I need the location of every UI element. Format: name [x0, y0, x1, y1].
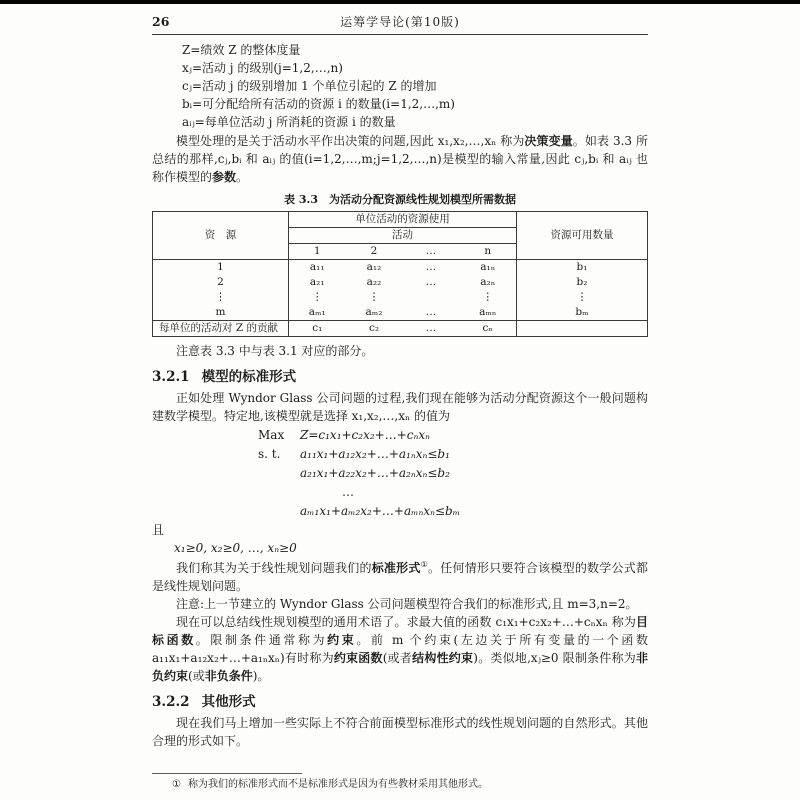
th-activity-n: n: [460, 244, 517, 260]
table-cell: c₁: [289, 321, 346, 337]
text-segment: 约束函数: [333, 651, 383, 665]
table-cell: [403, 290, 460, 305]
table-cell: c₂: [346, 321, 403, 337]
text-segment: 结构性约束: [412, 651, 474, 665]
text-segment: (或者: [382, 651, 413, 665]
table-cell: 2: [153, 275, 289, 290]
footnote-line: [152, 778, 648, 792]
table-cell: …: [425, 276, 437, 288]
definition-line-z: Z=绩效 Z 的整体度量: [182, 43, 301, 57]
text-segment: 约束: [327, 633, 357, 647]
footnote: [152, 773, 648, 792]
table-cell: a₁₁: [309, 261, 325, 273]
resource-table-body: [153, 260, 648, 337]
th-resource-usage: 单位活动的资源使用: [289, 212, 517, 228]
math-prefix: [258, 464, 300, 483]
table-caption: 表 3.3 为活动分配资源线性规划模型所需数据: [284, 193, 516, 206]
table-row: [153, 290, 648, 305]
math-block: [258, 426, 648, 521]
definition-list: [182, 41, 648, 131]
footnote-marker: ①: [172, 779, 181, 790]
th-activity-ellipsis: …: [403, 244, 460, 260]
table-cell: aₘ₁: [308, 306, 326, 318]
table-cell: …: [425, 261, 437, 273]
paragraph-other-forms: 现在我们马上增加一些实际上不符合前面模型标准形式的线性规划问题的自然形式。其他合理的形式如下。: [152, 716, 648, 748]
text-segment: (或: [188, 669, 205, 683]
footnote-text: 称为我们的标准形式而不是标准形式是因为有些教材采用其他形式。: [187, 779, 488, 790]
text-segment: 。限制条件通常称为: [195, 633, 328, 647]
math-line-ellipsis: [258, 483, 648, 502]
math-prefix: [258, 502, 300, 521]
book-title: 运筹学导论(第10版): [340, 15, 460, 29]
page-number: 26: [152, 14, 170, 29]
math-line-objective: [258, 426, 648, 445]
math-expression: a₁₁x₁+a₁₂x₂+…+a₁ₙxₙ≤b₁: [300, 447, 450, 461]
table-cell: b₂: [576, 276, 588, 288]
table-cell: b₁: [576, 261, 588, 273]
text-segment: 。前 m 个约束(左边关于所有变量的一个函数 a₁₁x₁+a₁₂x₂+…+a₁ₙxₙ)有时称为: [152, 633, 648, 665]
resource-table-head: [153, 212, 648, 260]
th-resource: 资 源: [153, 212, 289, 260]
table-cell: a₂₂: [366, 276, 382, 288]
table-cell: cₙ: [460, 321, 517, 337]
and-connector: 且: [152, 523, 165, 537]
table-cell: aₘₙ: [460, 305, 517, 321]
table-cell: ⋮: [153, 290, 289, 305]
table-row: [153, 260, 648, 276]
math-prefix: [258, 483, 300, 502]
math-prefix: Max: [258, 428, 285, 442]
table-cell: 1: [153, 260, 289, 276]
table-cell: a₁₂: [366, 261, 382, 273]
paragraph-note-table: 注意表 3.3 中与表 3.1 对应的部分。: [176, 344, 374, 358]
table-cell: ⋮: [312, 291, 323, 303]
math-expression: aₘ₁x₁+aₘ₂x₂+…+aₘₙxₙ≤bₘ: [300, 504, 461, 518]
text-segment: 。: [236, 170, 249, 184]
text-segment: 。任何情形只要符合该模型的数学公式都是线性规划问题。: [152, 561, 648, 593]
paragraph-note-wyndor: 注意:上一节建立的 Wyndor Glass 公司问题模型符合我们的标准形式,且 m=3,n=2。: [176, 597, 638, 611]
section-heading-322: [152, 693, 648, 711]
math-expression: a₂₁x₁+a₂₂x₂+…+a₂ₙxₙ≤b₂: [300, 466, 450, 480]
table-cell: …: [403, 321, 460, 337]
table-row: [153, 321, 648, 337]
text-segment: 模型处理的是关于活动水平作出决策的问题,因此 x₁,x₂,…,xₙ 称为: [176, 134, 525, 148]
table-cell: a₂ₙ: [460, 275, 517, 290]
page-header: [152, 8, 648, 35]
text-segment: 非负约束: [152, 651, 648, 683]
section-title: 其他形式: [201, 694, 256, 710]
text-segment: ①: [420, 560, 429, 569]
math-expression: Z=c₁x₁+c₂x₂+…+cₙxₙ: [300, 428, 430, 442]
math-expression: …: [342, 485, 354, 499]
table-cell: m: [153, 305, 289, 321]
scan-edge-top: [0, 0, 800, 4]
table-cell: bₘ: [575, 306, 589, 318]
paragraph-standard-form: [152, 559, 648, 595]
th-activity-1: 1: [289, 244, 346, 260]
section-title: 模型的标准形式: [201, 369, 297, 385]
table-header-row: [153, 212, 648, 228]
paragraph-model-intro: [152, 132, 648, 186]
table-row: [153, 275, 648, 290]
text-segment: )。: [252, 669, 270, 683]
table-cell: [517, 321, 648, 337]
table-cell: ⋮: [576, 291, 588, 303]
text-segment: 。如表 3.3 所总结的那样,cⱼ,bᵢ 和 aᵢⱼ 的值(i=1,2,…,m;j=1,2,…,n)是模型的输入常量,因此 cⱼ,bᵢ 和 aᵢⱼ 也称作模型的: [152, 134, 648, 184]
paragraph-terminology: [152, 613, 648, 685]
text-segment: )。类似地,xⱼ≥0 限制条件称为: [473, 651, 636, 665]
section-number: 3.2.1: [152, 369, 190, 385]
math-line-constraint-1: [258, 445, 648, 464]
definition-line-xj: xⱼ=活动 j 的级别(j=1,2,…,n): [182, 61, 343, 75]
definition-line-bi: bᵢ=可分配给所有活动的资源 i 的数量(i=1,2,…,m): [182, 97, 455, 111]
math-line-constraint-2: [258, 464, 648, 483]
th-activity-2: 2: [346, 244, 403, 260]
table-cell: ⋮: [368, 291, 380, 303]
table-cell: …: [425, 306, 437, 318]
text-segment: 参数: [212, 170, 237, 184]
text-segment: 我们称其为关于线性规划问题我们的: [176, 561, 372, 575]
footnote-rule: [152, 773, 302, 774]
text-segment: 决策变量: [524, 134, 573, 148]
text-segment: 非负条件: [204, 669, 253, 683]
table-cell: aₘ₂: [365, 306, 383, 318]
math-prefix: s. t.: [258, 447, 281, 461]
definition-line-aij: aᵢⱼ=每单位活动 j 所消耗的资源 i 的数量: [182, 115, 396, 129]
table-cell: 每单位的活动对 Z 的贡献: [153, 321, 289, 337]
th-resource-available: 资源可用数量: [517, 212, 648, 260]
table-cell: ⋮: [460, 290, 517, 305]
table-row: [153, 305, 648, 321]
section-number: 3.2.2: [152, 694, 190, 710]
definition-line-cj: cⱼ=活动 j 的级别增加 1 个单位引起的 Z 的增加: [182, 79, 437, 93]
resource-table: [152, 211, 648, 337]
table-cell: a₂₁: [309, 276, 325, 288]
text-segment: 目标函数: [152, 615, 648, 647]
th-activity: 活动: [289, 228, 517, 244]
math-line-constraint-m: [258, 502, 648, 521]
text-segment: 现在可以总结线性规划模型的通用术语了。求最大值的函数 c₁x₁+c₂x₂+…+cₙxₙ 称为: [176, 615, 636, 629]
nonnegativity-constraints: x₁≥0, x₂≥0, …, xₙ≥0: [174, 541, 297, 555]
text-segment: 标准形式: [371, 561, 421, 575]
section-heading-321: [152, 368, 648, 386]
table-cell: a₁ₙ: [460, 260, 517, 276]
paragraph-standard-intro: 正如处理 Wyndor Glass 公司问题的过程,我们现在能够为活动分配资源这个一般问题构建数学模型。特定地,该模型就是选择 x₁,x₂,…,xₙ 的值为: [152, 391, 648, 423]
